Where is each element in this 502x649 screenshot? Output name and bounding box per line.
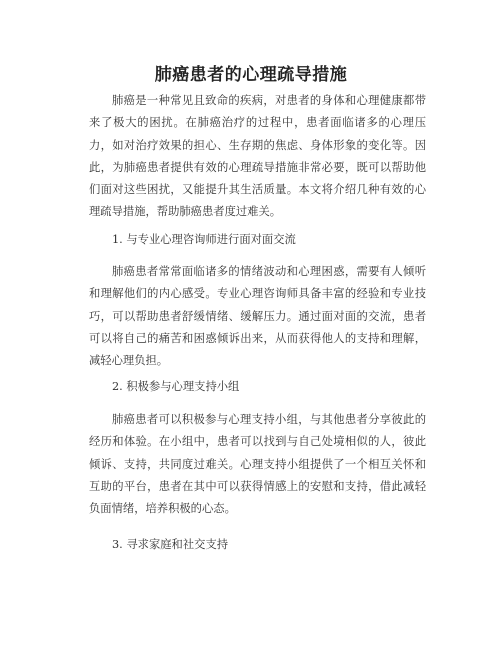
section-heading-2: 2. 积极参与心理支持小组 [112, 380, 240, 393]
intro-paragraph: 肺癌是一种常见且致命的疾病，对患者的身体和心理健康都带来了极大的困扰。在肺癌治疗的过程中，患者面临诸多的心理压力，如对治疗效果的担心、生存期的焦虑、身体形象的变化等。因此，为肺癌患者提供有效的心理疏导措施非常必要，既可以帮助他们面对这些困扰，又能提升其生活质量。本文将介绍几种有效的心理疏导措施，帮助肺癌患者度过难关。 [89, 94, 426, 219]
section-heading-3: 3. 寻求家庭和社交支持 [112, 538, 229, 551]
section-body-2: 肺癌患者可以积极参与心理支持小组，与其他患者分享彼此的经历和体验。在小组中，患者可以找到与自己处境相似的人，彼此倾诉、支持，共同度过难关。心理支持小组提供了一个相互关怀和互助的平台，患者在其中可以获得情感上的安慰和支持，借此减轻负面情绪，培养积极的心态。 [89, 413, 426, 516]
section-body-1: 肺癌患者常常面临诸多的情绪波动和心理困惑，需要有人倾听和理解他们的内心感受。专业心理咨询师具备丰富的经验和专业技巧，可以帮助患者舒缓情绪、缓解压力。通过面对面的交流，患者可以将自己的痛苦和困惑倾诉出来，从而获得他人的支持和理解，减轻心理负担。 [89, 265, 426, 368]
section-heading-1: 1. 与专业心理咨询师进行面对面交流 [112, 233, 296, 246]
document-title: 肺癌患者的心理疏导措施 [154, 65, 348, 85]
